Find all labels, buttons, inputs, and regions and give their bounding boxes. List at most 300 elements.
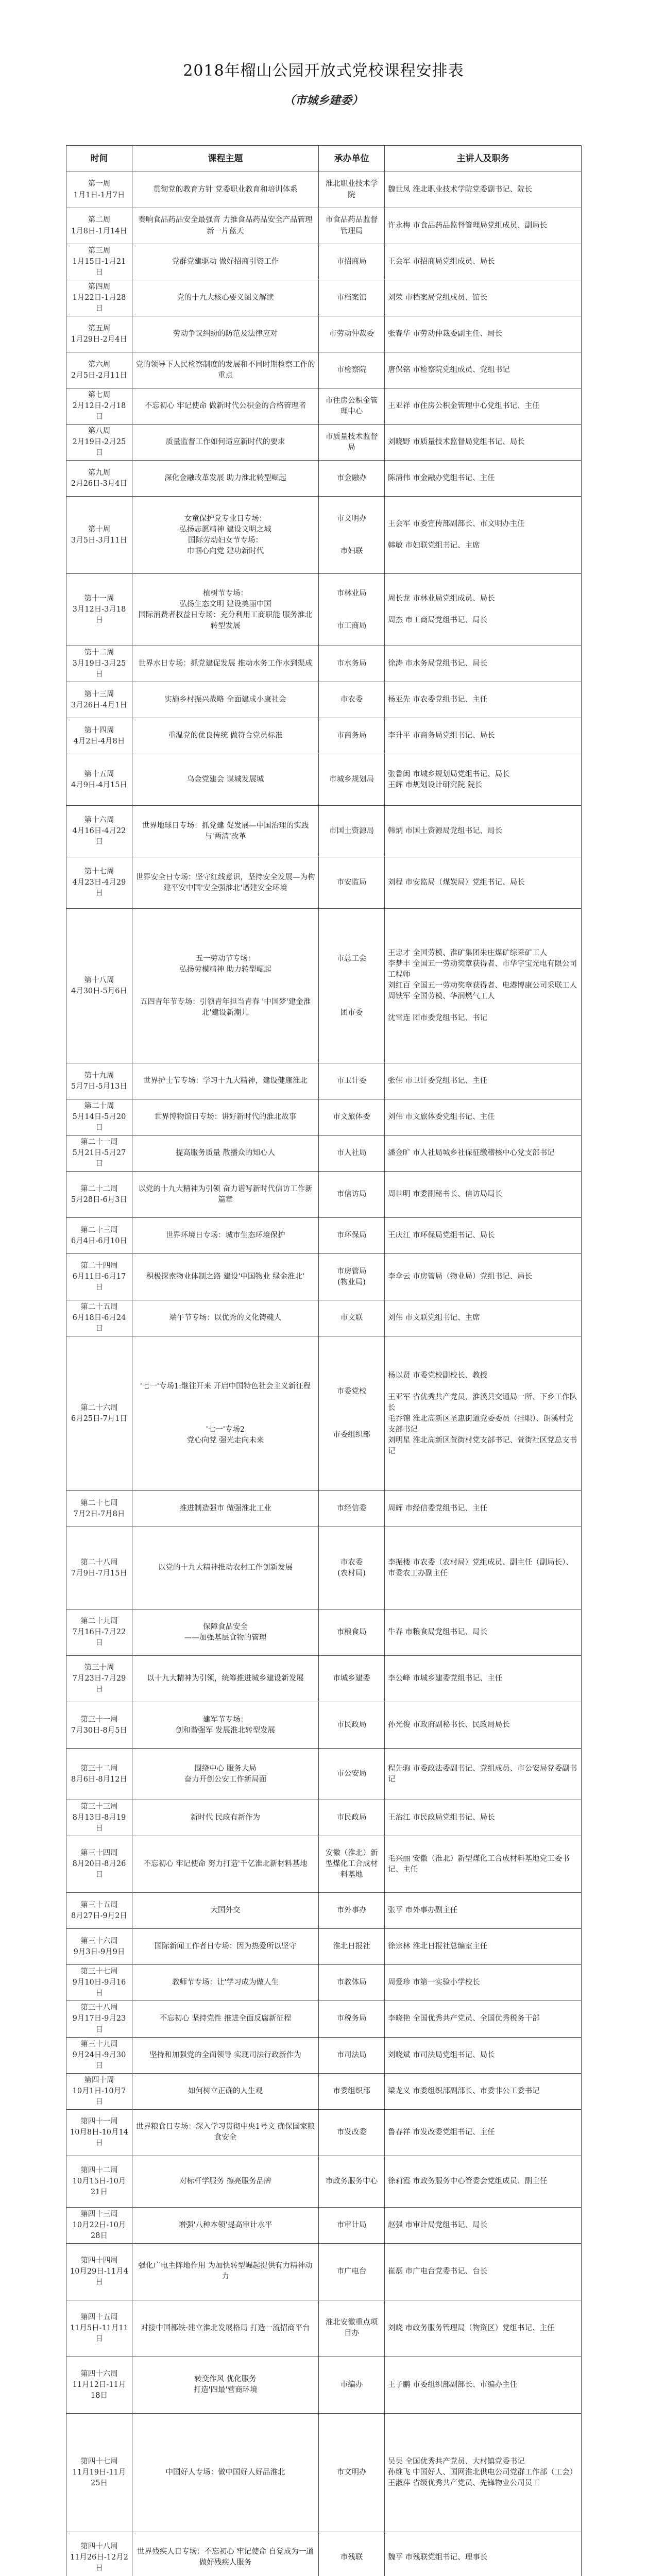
speaker-cell: 潘金旷 市人社局城乡社保征缴稽核中心党支部书记 xyxy=(385,1136,582,1172)
table-row xyxy=(66,754,582,806)
date-range: 1月22日-1月28日 xyxy=(70,293,129,314)
header-organizer: 承办单位 xyxy=(319,146,385,172)
week-label: 第四十八周 xyxy=(70,2541,129,2552)
time-cell xyxy=(66,497,132,574)
date-range: 1月1日-1月7日 xyxy=(70,190,129,201)
topic-cell: 国际新闻工作者日专场：因为热爱所以坚守 xyxy=(132,1929,319,1965)
topic-cell: 不忘初心 牢记使命 努力打造'千亿淮北新材料基地 xyxy=(132,1836,319,1893)
week-label: 第二周 xyxy=(70,215,129,226)
time-cell xyxy=(66,425,132,461)
time-cell xyxy=(66,574,132,646)
table-row xyxy=(66,1136,582,1172)
organizer-cell: 市文联 xyxy=(319,1300,385,1336)
table-row xyxy=(66,1656,582,1702)
time-cell xyxy=(66,1836,132,1893)
time-cell xyxy=(66,1656,132,1702)
date-range: 11月5日-11月11日 xyxy=(70,2323,129,2345)
organizer-cell: 市编办 xyxy=(319,2357,385,2413)
time-cell xyxy=(66,1527,132,1609)
speaker-cell: 刘程 市安监局（煤炭局）党组书记、局长 xyxy=(385,857,582,909)
topic-cell: 建军节专场： 创和谐强军 发展淮北转型发展 xyxy=(132,1702,319,1749)
table-row xyxy=(66,352,582,388)
week-label: 第二十三周 xyxy=(70,1225,129,1236)
topic-cell: 世界环境日专场：城市生态环境保护 xyxy=(132,1218,319,1254)
topic-cell: 乌金党建会 谋城发展城 xyxy=(132,754,319,806)
topic-cell: 以党的十九大精神为引领 奋力谱写新时代信访工作新篇章 xyxy=(132,1172,319,1218)
speaker-cell: 刘晓 市政务服务管理局（物资区）党组书记、主任 xyxy=(385,2300,582,2357)
speaker-cell: 李公峰 市城乡建委党组书记、主任 xyxy=(385,1656,582,1702)
date-range: 4月9日-4月15日 xyxy=(70,780,129,791)
date-range: 3月19日-3月25日 xyxy=(70,658,129,680)
time-cell xyxy=(66,682,132,718)
date-range: 5月14日-5月20日 xyxy=(70,1112,129,1133)
organizer-cell: 市卫计委 xyxy=(319,1063,385,1099)
date-range: 4月2日-4月8日 xyxy=(70,736,129,747)
table-row xyxy=(66,461,582,497)
date-range: 10月1日-10月7日 xyxy=(70,2086,129,2108)
time-cell xyxy=(66,2001,132,2037)
topic-cell: 推进制造强市 做强淮北工业 xyxy=(132,1491,319,1527)
organizer-cell: 市司法局 xyxy=(319,2037,385,2073)
date-range: 8月27日-9月2日 xyxy=(70,1911,129,1922)
table-row xyxy=(66,1172,582,1218)
topic-cell: 新时代 民政有新作为 xyxy=(132,1800,319,1836)
week-label: 第十五周 xyxy=(70,769,129,780)
time-cell xyxy=(66,2413,132,2532)
time-cell xyxy=(66,2109,132,2156)
table-row xyxy=(66,857,582,909)
speaker-cell: 魏平 市残联党组书记、理事长 xyxy=(385,2532,582,2576)
time-cell xyxy=(66,172,132,208)
time-cell xyxy=(66,1893,132,1929)
time-cell xyxy=(66,1218,132,1254)
speaker-cell: 韩炳 市国土资源局党组书记、局长 xyxy=(385,806,582,857)
organizer-cell: 市档案馆 xyxy=(319,280,385,316)
week-label: 第十七周 xyxy=(70,867,129,877)
time-cell xyxy=(66,244,132,280)
week-label: 第三十九周 xyxy=(70,2039,129,2050)
week-label: 第四十五周 xyxy=(70,2312,129,2323)
speaker-cell: 孙光俊 市政府副秘书长、民政局局长 xyxy=(385,1702,582,1749)
date-range: 5月21日-5月27日 xyxy=(70,1148,129,1170)
topic-cell: 围绕中心 服务大局 奋力开创公安工作新局面 xyxy=(132,1749,319,1800)
table-row xyxy=(66,2073,582,2109)
time-cell xyxy=(66,2300,132,2357)
table-row xyxy=(66,1218,582,1254)
organizer-cell: 市粮食局 xyxy=(319,1609,385,1656)
time-cell xyxy=(66,1099,132,1136)
week-label: 第二十七周 xyxy=(70,1498,129,1509)
date-range: 1月8日-1月14日 xyxy=(70,226,129,237)
week-label: 第三十六周 xyxy=(70,1936,129,1947)
time-cell xyxy=(66,909,132,1063)
speaker-cell: 刘晓野 市质量技术监督局党组书记、局长 xyxy=(385,425,582,461)
time-cell xyxy=(66,1172,132,1218)
time-cell xyxy=(66,461,132,497)
speaker-cell: 刘伟 市文旅体委党组书记、主任 xyxy=(385,1099,582,1136)
time-cell xyxy=(66,2243,132,2300)
table-row xyxy=(66,316,582,352)
week-label: 第七周 xyxy=(70,390,129,401)
date-range: 5月7日-5月13日 xyxy=(70,1081,129,1092)
date-range: 2月26日-3月4日 xyxy=(70,479,129,489)
organizer-cell: 市税务局 xyxy=(319,2001,385,2037)
time-cell xyxy=(66,2532,132,2576)
time-cell xyxy=(66,646,132,682)
speaker-cell: 张伟 市卫计委党组书记、主任 xyxy=(385,1063,582,1099)
speaker-cell: 刘伟 市文联党组书记、主席 xyxy=(385,1300,582,1336)
table-row xyxy=(66,1491,582,1527)
topic-cell: 世界水日专场：抓党建促发展 推动水务工作水到渠成 xyxy=(132,646,319,682)
topic-cell: 重温党的优良传统 做符合党员标准 xyxy=(132,718,319,754)
table-row xyxy=(66,806,582,857)
speaker-cell: 徐莉霞 市政务服务中心管委会党组成员、副主任 xyxy=(385,2156,582,2207)
speaker-cell: 李伞云 市房管局（物业局）党组书记、局长 xyxy=(385,1254,582,1300)
table-row xyxy=(66,244,582,280)
organizer-cell: 淮北安徽重点项目办 xyxy=(319,2300,385,2357)
speaker-cell: 刘晓斌 市司法局党组书记、局长 xyxy=(385,2037,582,2073)
week-label: 第十六周 xyxy=(70,815,129,826)
topic-cell: 实施乡村振兴战略 全面建成小康社会 xyxy=(132,682,319,718)
organizer-cell: 市商务局 xyxy=(319,718,385,754)
topic-cell: 以十九大精神为引领，统筹推进城乡建设新发展 xyxy=(132,1656,319,1702)
week-label: 第二十六周 xyxy=(70,1403,129,1414)
date-range: 2月19日-2月25日 xyxy=(70,437,129,459)
time-cell xyxy=(66,280,132,316)
topic-cell: 教师节专场：让'学习成为做人生 xyxy=(132,1965,319,2001)
topic-cell: 端午节专场：以优秀的文化铸魂人 xyxy=(132,1300,319,1336)
time-cell xyxy=(66,1609,132,1656)
week-label: 第三十五周 xyxy=(70,1900,129,1911)
speaker-cell: 张平 市外事办副主任 xyxy=(385,1893,582,1929)
topic-cell: 坚持和加强党的全面领导 实现司法行政新作为 xyxy=(132,2037,319,2073)
speaker-cell: 杨亚先 市农委党组书记、主任 xyxy=(385,682,582,718)
topic-cell: 世界博物馆日专场：讲好新时代的淮北故事 xyxy=(132,1099,319,1136)
table-row xyxy=(66,2243,582,2300)
time-cell xyxy=(66,857,132,909)
week-label: 第三十七周 xyxy=(70,1967,129,1977)
topic-cell: 女童保护党专业日专场： 弘扬志愿精神 建设文明之城 国际劳动妇女节专场： 巾帼心向党 建功新时代 xyxy=(132,497,319,574)
topic-cell: 转变作风 优化服务 打造'四最'营商环境 xyxy=(132,2357,319,2413)
speaker-cell: 李振楼 市农委（农村局）党组成员、副主任（副局长）、市委农工办副主任 xyxy=(385,1527,582,1609)
organizer-cell: 市金融办 xyxy=(319,461,385,497)
date-range: 9月17日-9月23日 xyxy=(70,2013,129,2035)
week-label: 第三十周 xyxy=(70,1663,129,1673)
page-subtitle: （市城乡建委） xyxy=(0,92,647,108)
organizer-cell: 市住房公积金管理中心 xyxy=(319,388,385,425)
week-label: 第二十一周 xyxy=(70,1137,129,1148)
organizer-cell: 市总工会 团市委 xyxy=(319,909,385,1063)
topic-cell: 世界安全日专场：坚守红线意识，坚持安全发展—为构建平安中国'安全强淮北'谱建安全环境 xyxy=(132,857,319,909)
date-range: 9月10日-9月16日 xyxy=(70,1977,129,1999)
week-label: 第三十八周 xyxy=(70,2003,129,2013)
table-row xyxy=(66,682,582,718)
organizer-cell: 市城乡建委 xyxy=(319,1656,385,1702)
topic-cell: 贯彻党的教育方针 党委职业教育和培训体系 xyxy=(132,172,319,208)
time-cell xyxy=(66,1254,132,1300)
table-row xyxy=(66,1609,582,1656)
table-row xyxy=(66,280,582,316)
time-cell xyxy=(66,2073,132,2109)
date-range: 3月5日-3月11日 xyxy=(70,535,129,546)
week-label: 第九周 xyxy=(70,468,129,479)
week-label: 第三十四周 xyxy=(70,1848,129,1859)
speaker-cell: 李升平 市商务局党组书记、局长 xyxy=(385,718,582,754)
schedule-table xyxy=(66,145,582,2576)
topic-cell: 积极探索物业体制之路 建设'中国物业 绿金淮北' xyxy=(132,1254,319,1300)
organizer-cell: 市房管局 (物业局) xyxy=(319,1254,385,1300)
date-range: 4月30日-5月6日 xyxy=(70,986,129,997)
time-cell xyxy=(66,1491,132,1527)
organizer-cell: 安徽（淮北）新型煤化工合成材料基地 xyxy=(319,1836,385,1893)
topic-cell: 党群党建驱动 做好招商引资工作 xyxy=(132,244,319,280)
date-range: 4月23日-4月29日 xyxy=(70,877,129,899)
table-row xyxy=(66,1836,582,1893)
topic-cell: 大国外交 xyxy=(132,1893,319,1929)
table-row xyxy=(66,2001,582,2037)
organizer-cell: 市文旅体委 xyxy=(319,1099,385,1136)
table-row xyxy=(66,497,582,574)
time-cell xyxy=(66,1965,132,2001)
date-range: 8月13日-8月19日 xyxy=(70,1812,129,1834)
week-label: 第三周 xyxy=(70,246,129,257)
time-cell xyxy=(66,2037,132,2073)
date-range: 3月12日-3月18日 xyxy=(70,604,129,626)
organizer-cell: 市招商局 xyxy=(319,244,385,280)
date-range: 7月23日-7月29日 xyxy=(70,1673,129,1695)
topic-cell: 对标杆学服务 擦亮服务品牌 xyxy=(132,2156,319,2207)
table-row xyxy=(66,1965,582,2001)
topic-cell: '七一'专场1:继往开来 开启中国特色社会主义新征程 '七一'专场2 党心向党 强光走向未来 xyxy=(132,1336,319,1491)
date-range: 7月9日-7月15日 xyxy=(70,1568,129,1579)
time-cell xyxy=(66,1702,132,1749)
speaker-cell: 王亚祥 市住房公积金管理中心党组书记、主任 xyxy=(385,388,582,425)
topic-cell: 对接中国都铁·建立淮北发展格局 打造一流招商平台 xyxy=(132,2300,319,2357)
topic-cell: 劳动争议纠纷的防范及法律应对 xyxy=(132,316,319,352)
header-topic: 课程主题 xyxy=(132,146,319,172)
week-label: 第四十一周 xyxy=(70,2116,129,2127)
topic-cell: 质量监督工作如何适应新时代的要求 xyxy=(132,425,319,461)
date-range: 2月5日-2月11日 xyxy=(70,370,129,381)
time-cell xyxy=(66,2357,132,2413)
organizer-cell: 市质量技术监督局 xyxy=(319,425,385,461)
organizer-cell: 市食品药品监督管理局 xyxy=(319,208,385,244)
organizer-cell: 市农委 (农村局) xyxy=(319,1527,385,1609)
table-row xyxy=(66,2037,582,2073)
time-cell xyxy=(66,1063,132,1099)
week-label: 第四十六周 xyxy=(70,2369,129,2380)
speaker-cell: 周爱珍 市第一实验小学校长 xyxy=(385,1965,582,2001)
time-cell xyxy=(66,1136,132,1172)
topic-cell: 中国好人专场：做中国好人好品淮北 xyxy=(132,2413,319,2532)
speaker-cell: 赵强 市审计局党组书记、局长 xyxy=(385,2207,582,2243)
time-cell xyxy=(66,1800,132,1836)
organizer-cell: 淮北职业技术学院 xyxy=(319,172,385,208)
table-row xyxy=(66,1254,582,1300)
speaker-cell: 徐宗林 淮北日报社总编室主任 xyxy=(385,1929,582,1965)
week-label: 第十二周 xyxy=(70,648,129,658)
table-row xyxy=(66,1800,582,1836)
date-range: 9月24日-9月30日 xyxy=(70,2050,129,2072)
week-label: 第十周 xyxy=(70,524,129,535)
table-row xyxy=(66,574,582,646)
week-label: 第五周 xyxy=(70,324,129,334)
speaker-cell: 徐涛 市水务局党组书记、局长 xyxy=(385,646,582,682)
time-cell xyxy=(66,2156,132,2207)
week-label: 第三十一周 xyxy=(70,1715,129,1725)
table-row xyxy=(66,718,582,754)
date-range: 10月29日-11月4日 xyxy=(70,2266,129,2288)
table-row xyxy=(66,1702,582,1749)
speaker-cell: 毛兴丽 安徽（淮北）新型煤化工合成材料基地党工委书记、主任 xyxy=(385,1836,582,1893)
organizer-cell: 市国土资源局 xyxy=(319,806,385,857)
table-row xyxy=(66,1300,582,1336)
topic-cell: 不忘初心 坚持党性 推进全面反腐新征程 xyxy=(132,2001,319,2037)
date-range: 2月12日-2月18日 xyxy=(70,401,129,422)
week-label: 第四十四周 xyxy=(70,2256,129,2266)
week-label: 第一周 xyxy=(70,179,129,190)
speaker-cell: 刘荣 市档案局党组成员、馆长 xyxy=(385,280,582,316)
header-speaker: 主讲人及职务 xyxy=(385,146,582,172)
table-row xyxy=(66,1527,582,1609)
organizer-cell: 市文明办 市妇联 xyxy=(319,497,385,574)
week-label: 第十八周 xyxy=(70,975,129,986)
table-row xyxy=(66,1893,582,1929)
topic-cell: 如何树立正确的人生观 xyxy=(132,2073,319,2109)
date-range: 6月4日-6月10日 xyxy=(70,1236,129,1247)
date-range: 5月28日-6月3日 xyxy=(70,1195,129,1206)
organizer-cell: 市林业局 市工商局 xyxy=(319,574,385,646)
week-label: 第四十二周 xyxy=(70,2165,129,2176)
week-label: 第四周 xyxy=(70,282,129,293)
date-range: 11月12日-11月18日 xyxy=(70,2380,129,2401)
date-range: 3月26日-4月1日 xyxy=(70,700,129,711)
time-cell xyxy=(66,1749,132,1800)
organizer-cell: 市外事办 xyxy=(319,1893,385,1929)
table-header-row xyxy=(66,146,582,172)
time-cell xyxy=(66,208,132,244)
topic-cell: 强化广电主阵地作用 为加快转型崛起提供有力精神动力 xyxy=(132,2243,319,2300)
speaker-cell: 王会军 市招商局党组成员、局长 xyxy=(385,244,582,280)
organizer-cell: 市残联 xyxy=(319,2532,385,2576)
date-range: 10月15日-10月21日 xyxy=(70,2176,129,2198)
week-label: 第二十九周 xyxy=(70,1616,129,1627)
table-row xyxy=(66,2207,582,2243)
speaker-cell: 魏世凤 淮北职业技术学院党委副书记、院长 xyxy=(385,172,582,208)
organizer-cell: 市检察院 xyxy=(319,352,385,388)
organizer-cell: 市农委 xyxy=(319,682,385,718)
speaker-cell: 王治江 市民政局党组书记、局长 xyxy=(385,1800,582,1836)
table-row xyxy=(66,1749,582,1800)
organizer-cell: 市委组织部 xyxy=(319,2073,385,2109)
speaker-cell: 崔磊 市广电台党委书记、台长 xyxy=(385,2243,582,2300)
week-label: 第四十七周 xyxy=(70,2456,129,2467)
date-range: 7月16日-7月22日 xyxy=(70,1627,129,1649)
time-cell xyxy=(66,1336,132,1491)
speaker-cell: 王会军 市委宣传部副部长、市文明办主任 韩敏 市妇联党组书记、主席 xyxy=(385,497,582,574)
table-row xyxy=(66,1063,582,1099)
time-cell xyxy=(66,1929,132,1965)
week-label: 第十四周 xyxy=(70,725,129,736)
topic-cell: 五一劳动节专场： 弘扬劳模精神 助力转型崛起 五四青年节专场：引领青年担当青春 '中国梦'建金淮北'建设新潮儿 xyxy=(132,909,319,1063)
speaker-cell: 周辉 市经信委党组书记、主任 xyxy=(385,1491,582,1527)
organizer-cell: 市发改委 xyxy=(319,2109,385,2156)
organizer-cell: 市文明办 xyxy=(319,2413,385,2532)
date-range: 1月29日-2月4日 xyxy=(70,334,129,345)
date-range: 8月20日-8月26日 xyxy=(70,1859,129,1880)
topic-cell: 党的领导下人民检察制度的发展和不同时期检察工作的重点 xyxy=(132,352,319,388)
speaker-cell: 王忠才 全国劳模、淮矿集团朱庄煤矿综采矿工人 李梦丰 全国五一劳动奖章获得者、市华宇宝光电有限公司工程师 刘红百 全国五一劳动奖章获得者、电港博康公司采联工人 周铁军 全国劳模、华润燃气工人 沈雪连 团市委党组书记、书记 xyxy=(385,909,582,1063)
date-range: 8月6日-8月12日 xyxy=(70,1774,129,1785)
week-label: 第十三周 xyxy=(70,689,129,700)
table-row xyxy=(66,2156,582,2207)
topic-cell: 党的十九大核心要义图文解读 xyxy=(132,280,319,316)
organizer-cell: 市经信委 xyxy=(319,1491,385,1527)
speaker-cell: 周世明 市委副秘书长、信访局局长 xyxy=(385,1172,582,1218)
week-label: 第三十三周 xyxy=(70,1802,129,1812)
organizer-cell: 市公安局 xyxy=(319,1749,385,1800)
speaker-cell: 李晓艳 全国优秀共产党员、全国优秀税务干部 xyxy=(385,2001,582,2037)
week-label: 第六周 xyxy=(70,360,129,370)
header-time: 时间 xyxy=(66,146,132,172)
organizer-cell: 市政务服务中心 xyxy=(319,2156,385,2207)
week-label: 第十九周 xyxy=(70,1071,129,1081)
page-title: 2018年榴山公园开放式党校课程安排表 xyxy=(0,58,647,80)
table-row xyxy=(66,172,582,208)
speaker-cell: 张春华 市劳动仲裁委副主任、局长 xyxy=(385,316,582,352)
week-label: 第二十四周 xyxy=(70,1261,129,1272)
speaker-cell: 程先驹 市委政法委副书记、党组成员、市公安局党委副书记 xyxy=(385,1749,582,1800)
date-range: 11月26日-12月2日 xyxy=(70,2552,129,2574)
date-range: 9月3日-9月9日 xyxy=(70,1947,129,1958)
date-range: 7月30日-8月5日 xyxy=(70,1725,129,1736)
organizer-cell: 市教体局 xyxy=(319,1965,385,2001)
table-row xyxy=(66,425,582,461)
speaker-cell: 吴吴 全国优秀共产党员、大村镇党委书记 孙维飞 中国好人、国网淮北供电公司党群工作部（工会） 王淑萍 省级优秀共产党员、先锋物业公司员工 xyxy=(385,2413,582,2532)
topic-cell: 提高服务质量 散播众的知心人 xyxy=(132,1136,319,1172)
week-label: 第二十周 xyxy=(70,1101,129,1112)
week-label: 第四十周 xyxy=(70,2075,129,2086)
table-row xyxy=(66,1336,582,1491)
topic-cell: 世界粮食日专场：深入学习贯彻中央1号文 确保国家粮食安全 xyxy=(132,2109,319,2156)
table-row xyxy=(66,909,582,1063)
speaker-cell: 杨以贤 市委党校副校长、教授 王亚军 省优秀共产党员、淮溪县交通局一所、下乡工作队长 毛乔锦 淮北高新区圣惠街道党委委员（挂职）、朗溪村党支部书记 刘明星 淮北高新区萱街村党支部书记、萱街社区党总支书记 xyxy=(385,1336,582,1491)
table-row xyxy=(66,1099,582,1136)
table-row xyxy=(66,208,582,244)
organizer-cell: 市民政局 xyxy=(319,1702,385,1749)
week-label: 第二十八周 xyxy=(70,1557,129,1568)
organizer-cell: 市审计局 xyxy=(319,2207,385,2243)
date-range: 10月8日-10月14日 xyxy=(70,2127,129,2149)
week-label: 第四十三周 xyxy=(70,2209,129,2220)
speaker-cell: 牛春 市粮食局党组书记、局长 xyxy=(385,1609,582,1656)
date-range: 6月25日-7月1日 xyxy=(70,1414,129,1425)
week-label: 第八周 xyxy=(70,426,129,437)
organizer-cell: 市委党校 市委组织部 xyxy=(319,1336,385,1491)
table-row xyxy=(66,2532,582,2576)
table-row xyxy=(66,1929,582,1965)
time-cell xyxy=(66,316,132,352)
organizer-cell: 淮北日报社 xyxy=(319,1929,385,1965)
time-cell xyxy=(66,754,132,806)
topic-cell: 以党的十九大精神推动农村工作创新发展 xyxy=(132,1527,319,1609)
date-range: 4月16日-4月22日 xyxy=(70,826,129,848)
speaker-cell: 王庆江 市环保局党组书记、局长 xyxy=(385,1218,582,1254)
time-cell xyxy=(66,718,132,754)
organizer-cell: 市环保局 xyxy=(319,1218,385,1254)
table-row xyxy=(66,388,582,425)
speaker-cell: 许永梅 市食品药品监督管理局党组成员、副局长 xyxy=(385,208,582,244)
